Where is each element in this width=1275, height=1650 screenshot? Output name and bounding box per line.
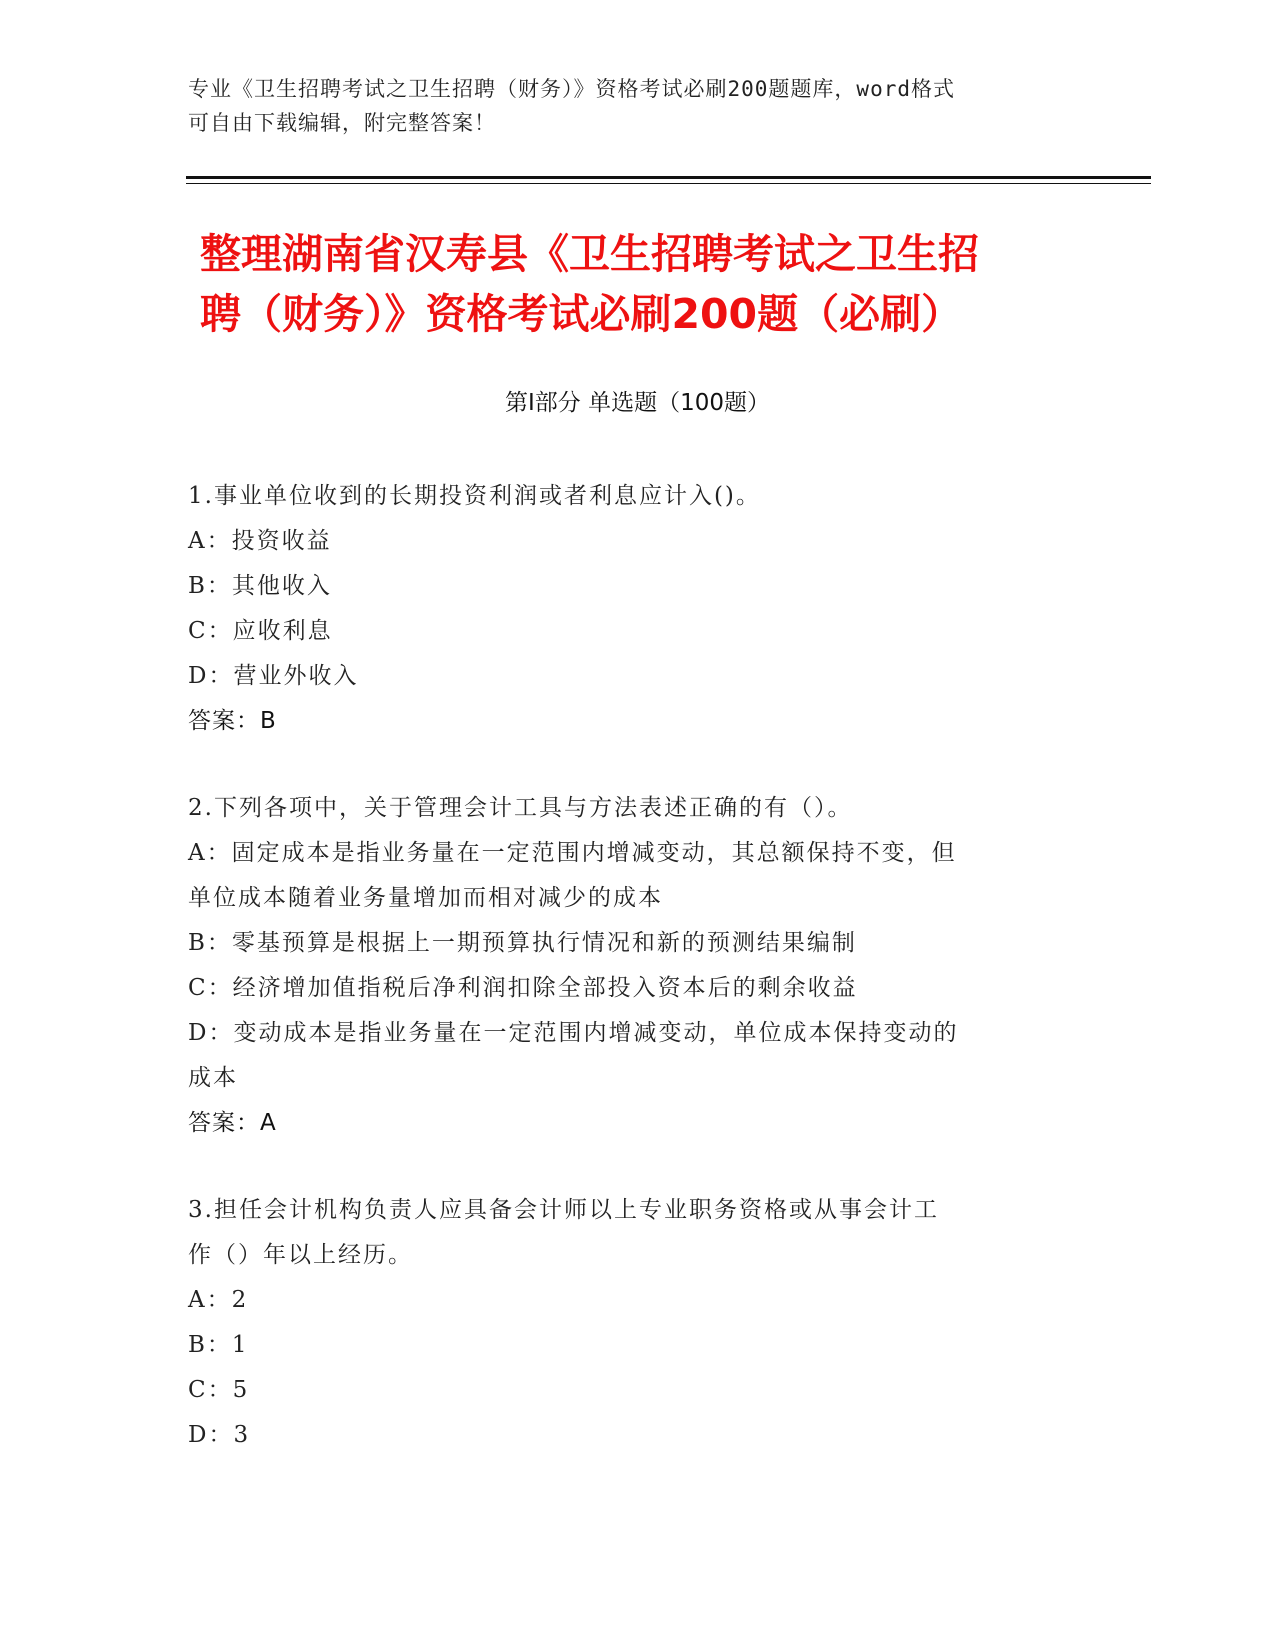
answer-label: 答案：B xyxy=(188,708,277,734)
question-stem: 2.下列各项中，关于管理会计工具与方法表述正确的有（）。 xyxy=(188,795,853,821)
question-item xyxy=(188,1188,1068,1458)
option-line: 单位成本随着业务量增加而相对减少的成本 xyxy=(188,885,663,911)
option-a xyxy=(188,831,1068,921)
option-a: A：2 xyxy=(188,1287,249,1313)
title-line: 聘（财务）》资格考试必刷200题（必刷） xyxy=(200,290,963,338)
option-c: C：经济增加值指税后净利润扣除全部投入资本后的剩余收益 xyxy=(188,975,858,1001)
question-item xyxy=(188,474,1068,744)
option-c: C：应收利息 xyxy=(188,618,333,644)
option-c: C：5 xyxy=(188,1377,250,1403)
option-line: D：变动成本是指业务量在一定范围内增减变动，单位成本保持变动的 xyxy=(188,1020,959,1046)
document-title xyxy=(200,224,1100,344)
header-rule-thick xyxy=(186,176,1151,179)
option-b: B：其他收入 xyxy=(188,573,332,599)
question-list xyxy=(188,474,1068,1500)
stem-line: 3.担任会计机构负责人应具备会计师以上专业职务资格或从事会计工 xyxy=(188,1197,939,1223)
header-note-line: 可自由下载编辑，附完整答案！ xyxy=(188,111,496,135)
option-line: A：固定成本是指业务量在一定范围内增减变动，其总额保持不变，但 xyxy=(188,840,957,866)
header-note xyxy=(188,72,1068,140)
header-rule-thin xyxy=(186,183,1151,184)
option-b: B：1 xyxy=(188,1332,249,1358)
header-note-line: 专业《卫生招聘考试之卫生招聘（财务）》资格考试必刷200题题库，word格式 xyxy=(188,77,955,101)
section-title: 第Ⅰ部分 单选题（100题） xyxy=(505,390,770,416)
option-a: A：投资收益 xyxy=(188,528,332,554)
option-d: D：营业外收入 xyxy=(188,663,359,689)
question-stem: 1.事业单位收到的长期投资利润或者利息应计入()。 xyxy=(188,483,761,509)
option-line: 成本 xyxy=(188,1065,238,1091)
title-line: 整理湖南省汉寿县《卫生招聘考试之卫生招 xyxy=(200,230,979,278)
option-b: B：零基预算是根据上一期预算执行情况和新的预测结果编制 xyxy=(188,930,857,956)
answer-label: 答案：A xyxy=(188,1110,277,1136)
stem-line: 作（）年以上经历。 xyxy=(188,1242,413,1268)
question-item xyxy=(188,786,1068,1146)
option-d: D：3 xyxy=(188,1422,251,1448)
option-d xyxy=(188,1011,1068,1101)
question-stem xyxy=(188,1188,1068,1278)
